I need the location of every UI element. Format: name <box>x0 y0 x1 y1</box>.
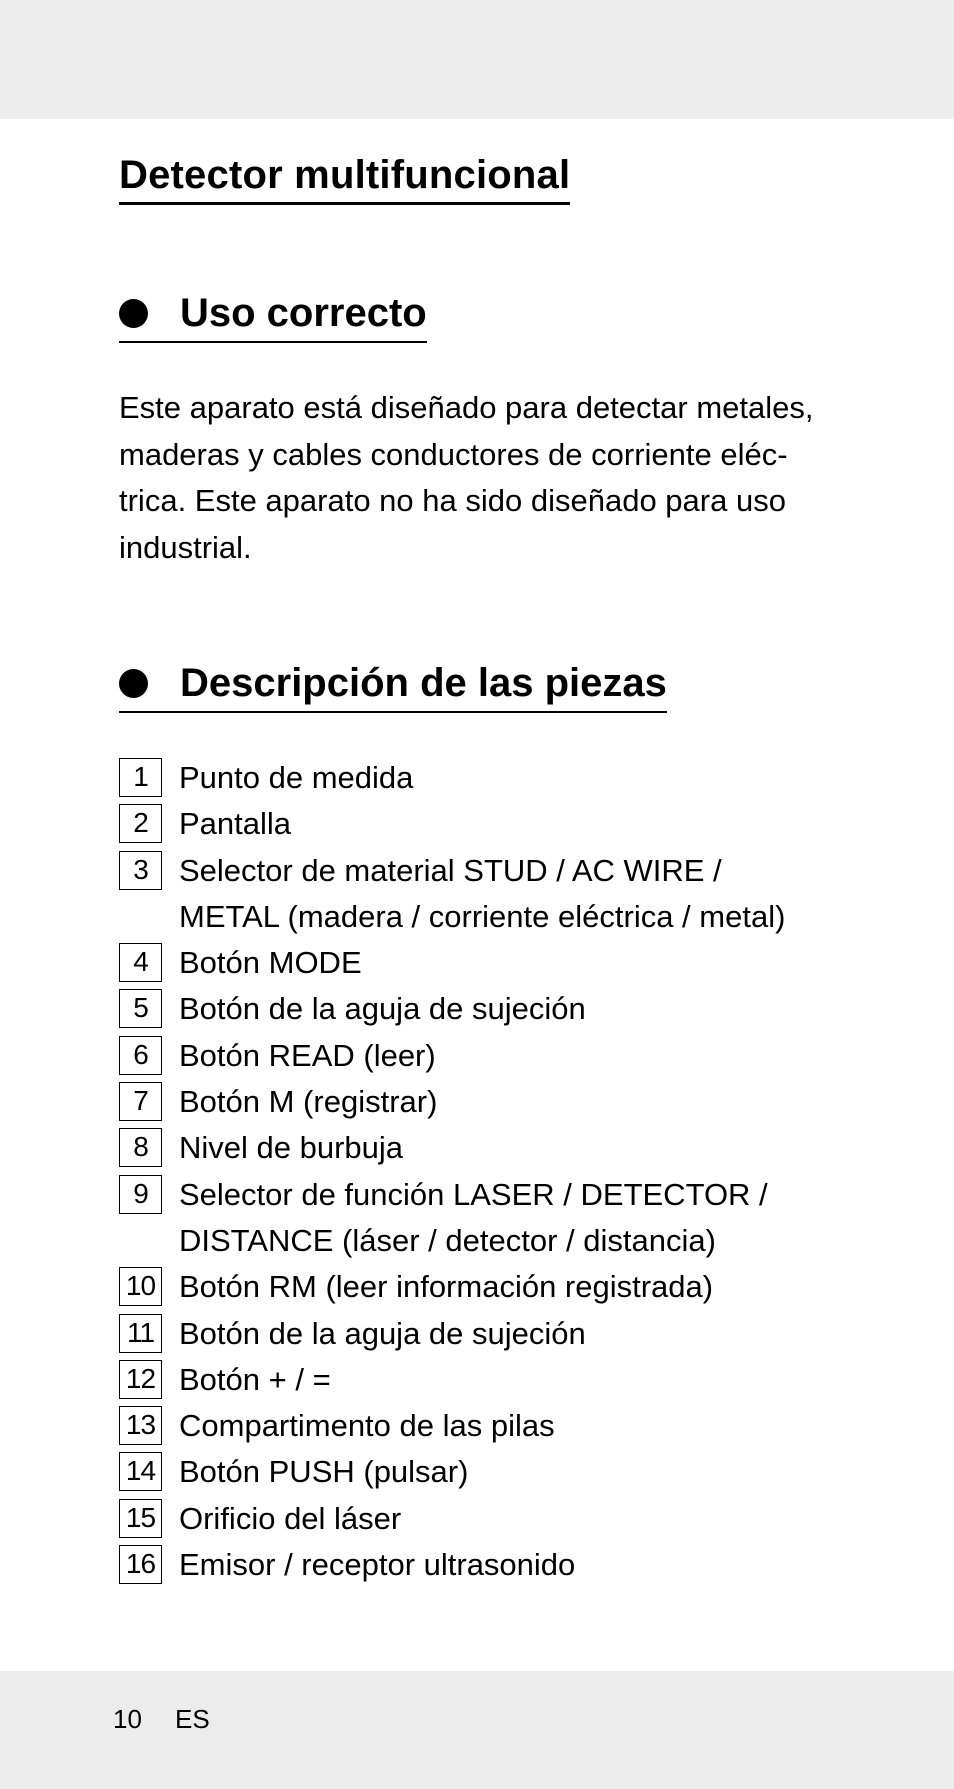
part-label: Botón de la aguja de sujeción <box>179 991 586 1027</box>
list-item <box>119 1542 859 1588</box>
part-label: Compartimento de las pilas <box>179 1408 555 1444</box>
parts-list <box>119 755 859 1588</box>
part-label: Pantalla <box>179 806 292 842</box>
list-item <box>119 940 859 986</box>
section-heading-uso-correcto <box>119 288 427 343</box>
part-number-box: 5 <box>119 989 162 1028</box>
part-number-box: 9 <box>119 1175 162 1214</box>
part-number-box: 4 <box>119 943 162 982</box>
part-number-box: 3 <box>119 851 162 890</box>
part-label-line-2: DISTANCE (láser / detector / distancia) <box>179 1222 716 1258</box>
list-item <box>119 848 859 941</box>
intended-use-line-4: industrial. <box>119 529 252 565</box>
part-number-box: 1 <box>119 758 162 797</box>
part-number-box: 6 <box>119 1036 162 1075</box>
part-number-box: 8 <box>119 1128 162 1167</box>
part-label: Orificio del láser <box>179 1500 402 1536</box>
list-item <box>119 1125 859 1171</box>
part-label-line-2: METAL (madera / corriente eléctrica / metal) <box>179 898 786 934</box>
part-label: Emisor / receptor ultrasonido <box>179 1547 576 1583</box>
part-label: Botón RM (leer información registrada) <box>179 1269 714 1305</box>
part-number-box: 16 <box>119 1545 162 1584</box>
section-heading-label: Uso correcto <box>180 291 427 335</box>
header-band <box>0 0 954 119</box>
part-label: Botón + / = <box>179 1361 331 1397</box>
part-number-box: 10 <box>119 1267 162 1306</box>
intended-use-line-1: Este aparato está diseñado para detectar metales, <box>119 390 814 425</box>
intended-use-paragraph <box>119 385 839 571</box>
list-item <box>119 801 859 847</box>
section-heading-label: Descripción de las piezas <box>180 661 667 705</box>
part-number-box: 14 <box>119 1452 162 1491</box>
part-label: Nivel de burbuja <box>179 1130 404 1166</box>
list-item <box>119 1449 859 1495</box>
part-label: Botón M (registrar) <box>179 1084 438 1120</box>
list-item <box>119 1172 859 1265</box>
list-item <box>119 1311 859 1357</box>
list-item <box>119 1496 859 1542</box>
list-item <box>119 1033 859 1079</box>
footer-band <box>0 1671 954 1789</box>
list-item <box>119 1403 859 1449</box>
part-label-line-1: Selector de material STUD / AC WIRE / <box>179 852 722 888</box>
part-label: Botón de la aguja de sujeción <box>179 1315 586 1351</box>
list-item <box>119 1079 859 1125</box>
list-item <box>119 755 859 801</box>
part-number-box: 12 <box>119 1360 162 1399</box>
list-item <box>119 1357 859 1403</box>
part-number-box: 11 <box>119 1314 162 1353</box>
bullet-icon <box>119 669 148 698</box>
part-label-line-1: Selector de función LASER / DETECTOR / <box>179 1176 768 1212</box>
part-label <box>179 848 859 941</box>
page-number: 10 <box>113 1704 142 1734</box>
bullet-icon <box>119 299 148 328</box>
part-number-box: 13 <box>119 1406 162 1445</box>
part-number-box: 7 <box>119 1082 162 1121</box>
part-label: Punto de medida <box>179 760 414 795</box>
part-label: Botón PUSH (pulsar) <box>179 1454 469 1490</box>
part-label: Botón MODE <box>179 945 362 981</box>
part-label <box>179 1172 859 1265</box>
list-item <box>119 1264 859 1310</box>
intended-use-line-3: trica. Este aparato no ha sido diseñado para uso <box>119 483 786 518</box>
language-code: ES <box>175 1704 210 1734</box>
part-number-box: 2 <box>119 804 162 843</box>
intended-use-line-2: maderas y cables conductores de corriente eléc- <box>119 436 788 472</box>
list-item <box>119 986 859 1032</box>
part-label: Botón READ (leer) <box>179 1037 436 1073</box>
part-number-box: 15 <box>119 1499 162 1538</box>
page-title: Detector multifuncional <box>119 150 570 205</box>
section-heading-descripcion <box>119 658 667 713</box>
